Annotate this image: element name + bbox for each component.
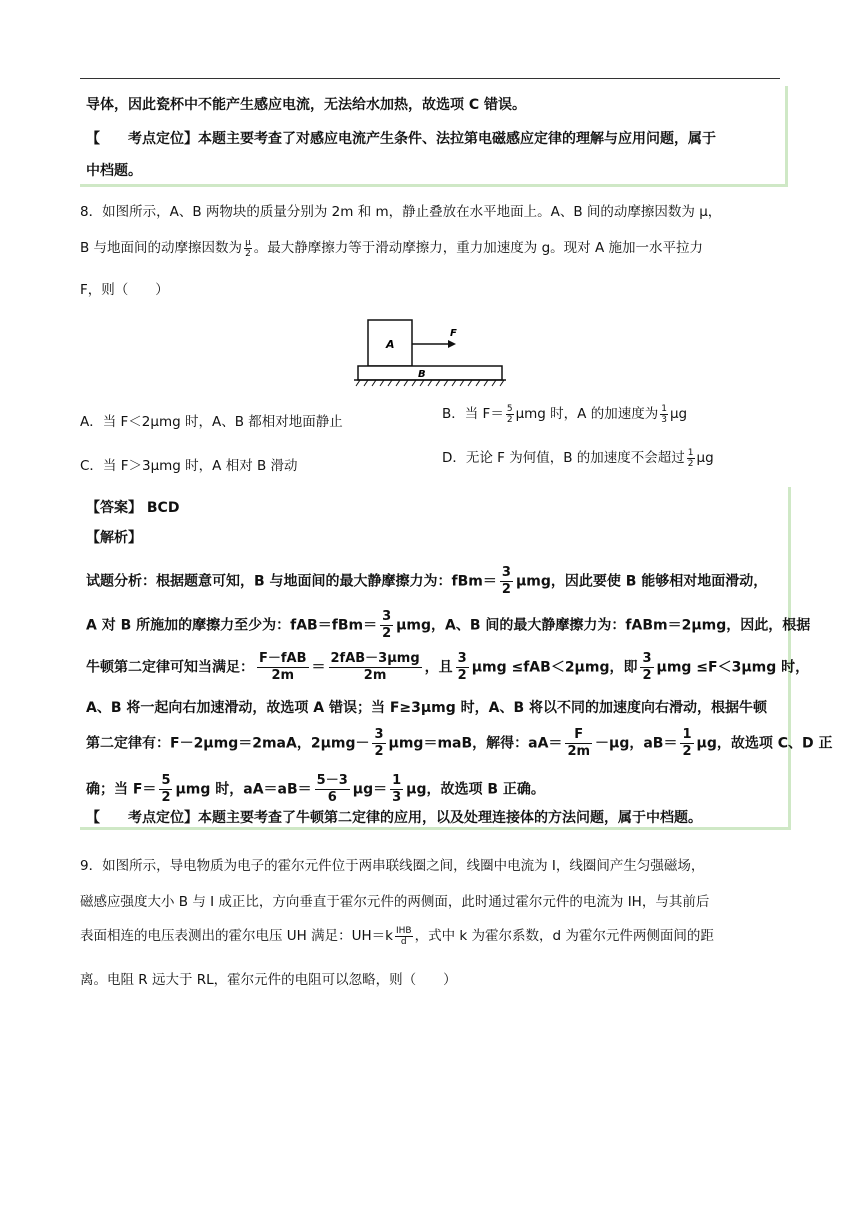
prev-kaodian-line: 【 考点定位】本题主要考查了对感应电流产生条件、法拉第电磁感应定律的理解与应用问题，属于 bbox=[86, 131, 716, 147]
q8-stem-line3: F，则（ ） bbox=[80, 282, 169, 298]
option-c: C．当 F＞3μmg 时，A 相对 B 滑动 bbox=[80, 458, 298, 474]
header-rule bbox=[80, 78, 780, 79]
block-b bbox=[358, 366, 502, 380]
kaodian-line: 【 考点定位】本题主要考查了牛顿第二定律的应用，以及处理连接体的方法问题，属于中档题。 bbox=[86, 810, 702, 826]
analysis-line-4: A、B 将一起向右加速滑动，故选项 A 错误；当 F≥3μmg 时，A、B 将以不同的加速度向右滑动，根据牛顿 bbox=[86, 700, 768, 716]
q9-stem-line1: 9．如图所示，导电物质为电子的霍尔元件位于两串联线圈之间，线圈中电流为 I，线圈间产生匀强磁场， bbox=[80, 858, 705, 874]
force-arrow-head bbox=[448, 340, 456, 348]
analysis-line-2: A 对 B 所施加的摩擦力至少为：fAB＝fBm＝ $\frac{3}{2}$ μmg，A、B 间的最大静摩擦力为：fABm＝2μmg，因此，根据 bbox=[86, 609, 811, 641]
q8-figure bbox=[350, 318, 510, 390]
analysis-line-5: 第二定律有：F－2μmg＝2maA，2μmg－ $\frac{3}{2}$ μmg＝maB，解得：aA＝ $\frac{F}{2m}$ －μg，aB＝ $\frac{1}{2}$ μg，故选项 C、D 正 bbox=[86, 727, 833, 759]
analysis-line-3: 牛顿第二定律可知当满足： F－fAB 2m ＝ 2fAB－3μmg 2m ，且 $\frac{3}{2}$ μmg ≤fAB＜2μmg，即 $\frac{3}{2}$ μmg ≤F＜3μmg 时， bbox=[86, 651, 810, 683]
option-b: B．当 F＝ $\frac{5}{2}$ μmg 时，A 的加速度为 $\frac{1}{3}$ μg bbox=[442, 403, 688, 425]
option-d: D．无论 F 为何值，B 的加速度不会超过 $\frac{1}{2}$ μg bbox=[442, 447, 714, 469]
ground-hatch bbox=[356, 380, 504, 386]
mu-half-fraction: $\frac{\mu}{2}$ bbox=[245, 237, 251, 259]
prev-solution-box bbox=[80, 86, 788, 187]
prev-solution-line: 导体，因此瓷杯中不能产生感应电流，无法给水加热，故选项 C 错误。 bbox=[86, 97, 527, 113]
q9-stem-line3: 表面相连的电压表测出的霍尔电压 UH 满足：UH＝k $\frac{\text{IHB}}{d}$ ，式中 k 为霍尔系数，d 为霍尔元件两侧面间的距 bbox=[80, 925, 714, 947]
label-a: A bbox=[386, 338, 395, 351]
label-b: B bbox=[418, 369, 426, 380]
q8-stem-line2: B 与地面间的动摩擦因数为 $\frac{\mu}{2}$ 。最大静摩擦力等于滑动摩擦力，重力加速度为 g。现对 A 施加一水平拉力 bbox=[80, 237, 703, 259]
q9-stem-line4: 离。电阻 R 远大于 RL，霍尔元件的电阻可以忽略，则（ ） bbox=[80, 972, 457, 988]
prev-kaodian-line-end: 中档题。 bbox=[86, 163, 142, 179]
answer-line: 【答案】 BCD bbox=[86, 500, 180, 516]
label-f: F bbox=[450, 328, 457, 339]
q9-stem-line2: 磁感应强度大小 B 与 I 成正比，方向垂直于霍尔元件的两侧面，此时通过霍尔元件的电流为 IH，与其前后 bbox=[80, 894, 710, 910]
option-a: A．当 F＜2μmg 时，A、B 都相对地面静止 bbox=[80, 414, 343, 430]
q8-stem-line1: 8．如图所示，A、B 两物块的质量分别为 2m 和 m，静止叠放在水平地面上。A、B 间的动摩擦因数为 μ， bbox=[80, 204, 722, 220]
analysis-line-6: 确；当 F＝ $\frac{5}{2}$ μmg 时，aA＝aB＝ $\frac{5-3}{6}$ μg＝ $\frac{1}{3}$ μg，故选项 B 正确。 bbox=[86, 773, 545, 805]
analysis-line-1: 试题分析：根据题意可知，B 与地面间的最大静摩擦力为：fBm＝ $\frac{3}{2}$ μmg，因此要使 B 能够相对地面滑动， bbox=[86, 565, 768, 597]
answer-box bbox=[80, 487, 833, 830]
jiexi-heading: 【解析】 bbox=[86, 530, 142, 546]
